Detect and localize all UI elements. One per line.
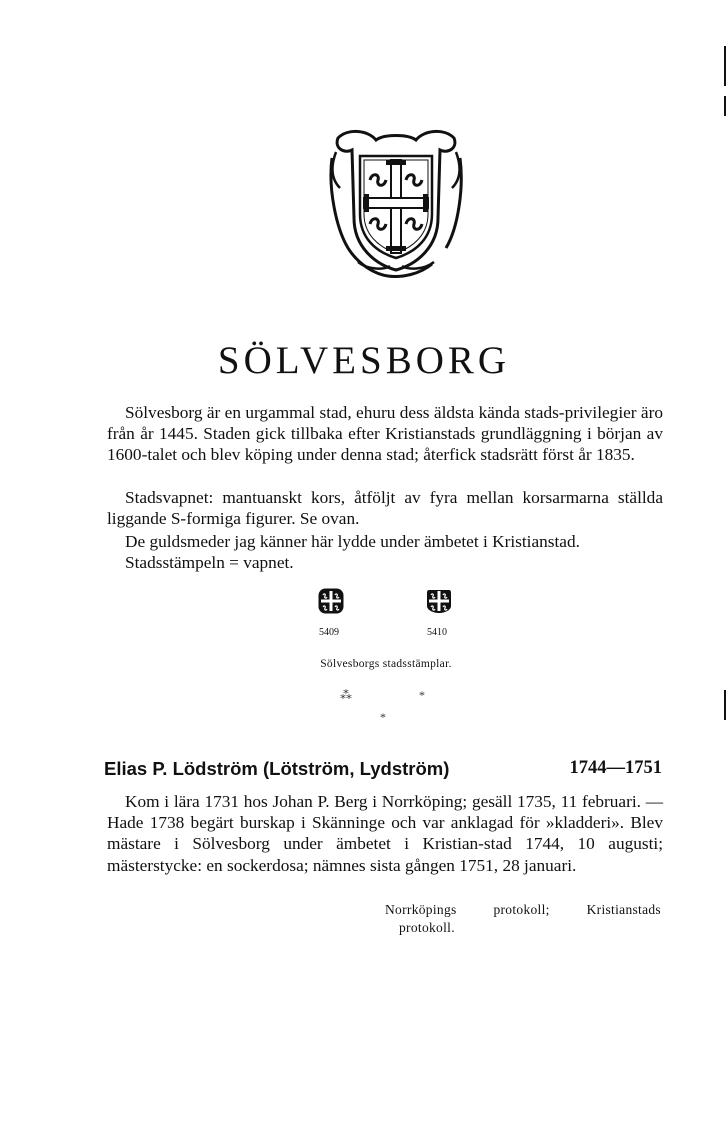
asterisk-icon: ⁂ bbox=[340, 688, 352, 702]
solvesborg-coat-of-arms-icon bbox=[328, 128, 464, 278]
scan-edge-mark bbox=[724, 96, 726, 116]
asterisk-icon: * bbox=[419, 688, 425, 702]
scan-edge-mark bbox=[724, 690, 726, 720]
intro-paragraph-2 bbox=[107, 487, 663, 529]
intro-paragraph-1 bbox=[107, 402, 663, 466]
source-reference-line-1: Norrköpings protokoll; Kristianstads bbox=[385, 902, 661, 917]
intro-paragraph-2-text: Stadsvapnet: mantuanskt kors, åtföljt av fyra mellan korsarmarna ställda liggande S-formiga figurer. Se ovan. bbox=[107, 488, 663, 529]
intro-paragraph-3 bbox=[107, 531, 663, 552]
stamp-number: 5409 bbox=[319, 627, 339, 638]
entry-paragraph-text: Kom i lära 1731 hos Johan P. Berg i Norrköping; gesäll 1735, 11 februari. — Hade 1738 begärt burskap i Skänninge och var anklagad för »kladderi». Blev mästare i Sölvesborg under ämbetet i Kristian-stad 1744, 10 augusti; mästerstycke: en sockerdosa; nämnes sista gången 1751, 28 januari. bbox=[107, 792, 663, 875]
asterisk-icon: * bbox=[380, 710, 386, 724]
intro-paragraph-1-text: Sölvesborg är en urgammal stad, ehuru dess äldsta kända stads-privilegier äro från år 1445. Staden gick tillbaka efter Kristianstads grundläggning i början av 1600-talet och blev köping under denna stad; återfick stadsrätt först år 1835. bbox=[107, 403, 663, 465]
intro-paragraph-3-text: De guldsmeder jag känner här lydde under ämbetet i Kristianstad. bbox=[125, 532, 580, 551]
source-reference-line-2: protokoll. bbox=[399, 920, 455, 935]
intro-paragraph-4 bbox=[107, 552, 663, 573]
town-stamp-icon bbox=[318, 588, 344, 614]
stamp-number: 5410 bbox=[427, 627, 447, 638]
entry-heading-name: Elias P. Lödström (Lötström, Lydström) bbox=[104, 758, 450, 779]
entry-heading-years: 1744—1751 bbox=[569, 758, 662, 778]
scan-edge-mark bbox=[724, 46, 726, 86]
stamps-caption: Sölvesborgs stadsstämplar. bbox=[320, 658, 452, 670]
intro-paragraph-4-text: Stadsstämpeln = vapnet. bbox=[125, 553, 294, 572]
town-stamp-icon bbox=[426, 588, 452, 614]
entry-paragraph bbox=[107, 791, 663, 876]
page-title: SÖLVESBORG bbox=[217, 339, 511, 382]
